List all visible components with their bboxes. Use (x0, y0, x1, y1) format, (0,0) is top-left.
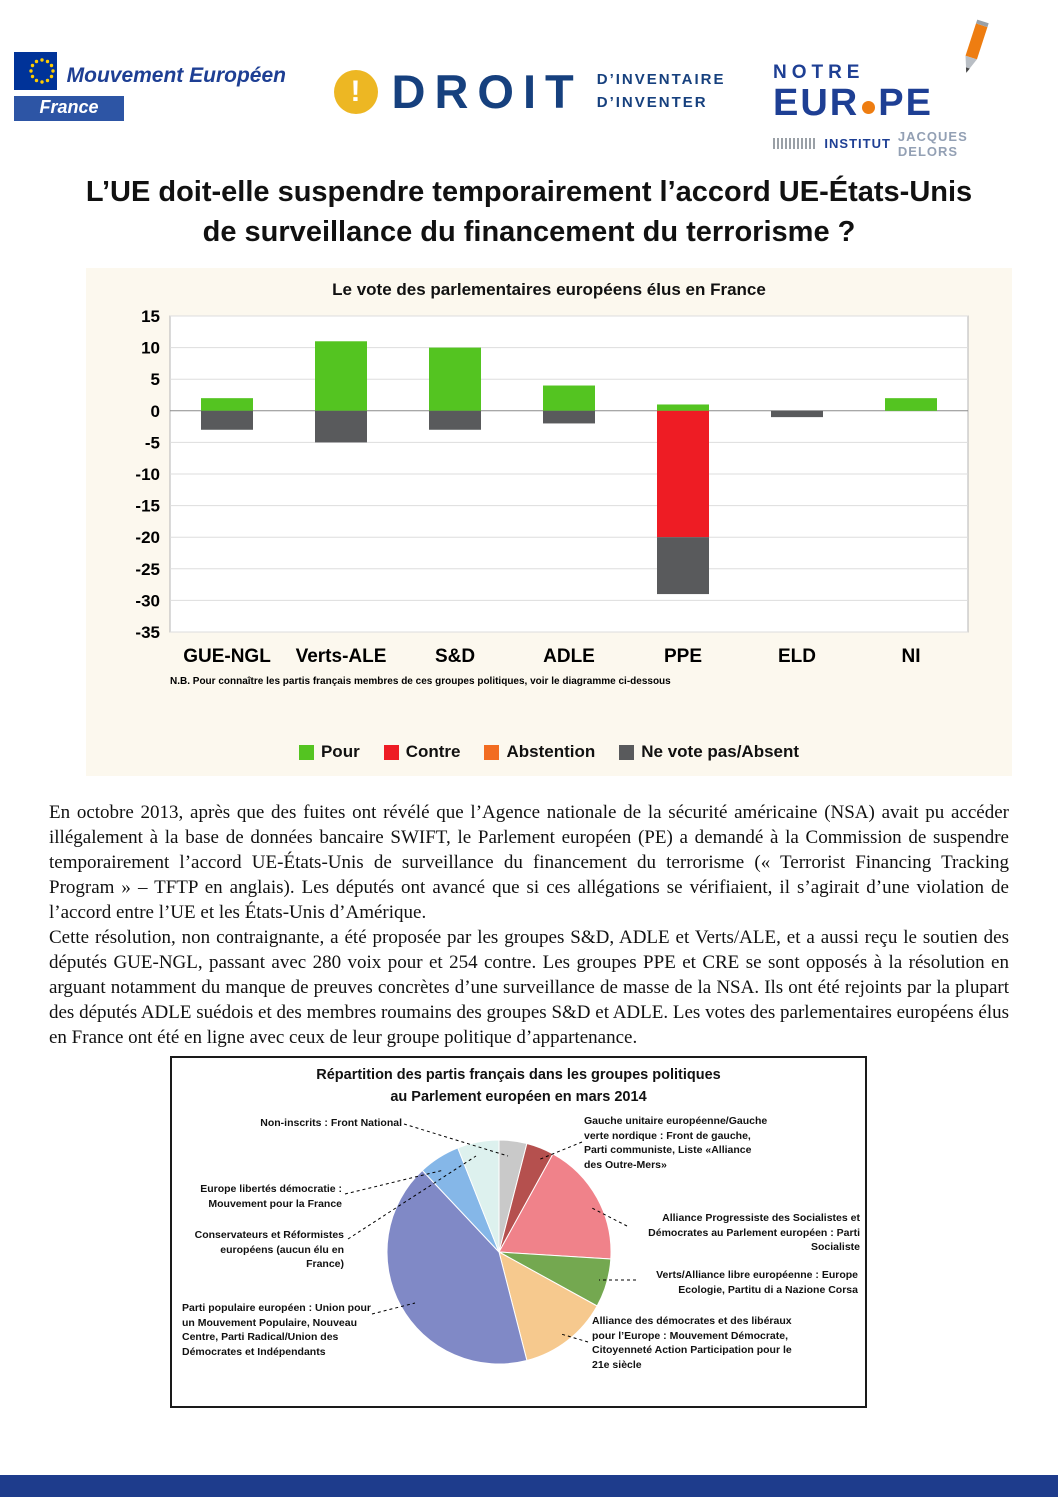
bar-legend (86, 742, 1012, 762)
legend-label: Ne vote pas/Absent (641, 742, 800, 762)
y-tick-label: -15 (135, 496, 160, 516)
pie-title-line2: au Parlement européen en mars 2014 (390, 1088, 647, 1105)
y-tick-label: -30 (135, 591, 160, 611)
logo-droit-inventaire (334, 65, 726, 118)
bar-segment (885, 398, 937, 411)
eu-flag-icon (14, 52, 57, 90)
x-category-label: Verts-ALE (295, 646, 387, 668)
bar-segment (429, 411, 481, 430)
orange-dot-icon (862, 101, 875, 114)
bar-segment (315, 411, 367, 443)
pie-label-cre: Conservateurs et Réformistes européens (aucun élu en France) (194, 1229, 344, 1271)
legend-swatch-icon (299, 745, 314, 760)
y-tick-label: -25 (135, 559, 160, 579)
y-tick-label: 5 (150, 370, 160, 390)
y-tick-label: 0 (150, 401, 160, 421)
footer-bar (0, 1475, 1058, 1497)
pencil-icon (954, 18, 994, 80)
legend-swatch-icon (384, 745, 399, 760)
pie-title-line1: Répartition des partis français dans les groupes politiques (316, 1067, 721, 1084)
bar-segment (201, 398, 253, 411)
pie-label-ppe: Parti populaire européen : Union pour un Mouvement Populaire, Nouveau Centre, Parti Radical/Union des Démocrates et Indépendants (182, 1302, 372, 1359)
y-tick-label: -35 (135, 623, 160, 643)
logo-mouvement-name: Mouvement Européen (66, 64, 286, 87)
bar-segment (657, 411, 709, 537)
legend-item (619, 742, 799, 762)
y-tick-label: -5 (144, 433, 160, 453)
bar-segment (771, 411, 823, 417)
pie-label-eld: Europe libertés démocratie : Mouvement pour la France (200, 1183, 342, 1210)
exclamation-icon: ! (334, 70, 378, 114)
legend-item (299, 742, 360, 762)
x-category-label: NI (901, 646, 921, 668)
x-category-label: GUE-NGL (183, 646, 271, 668)
pie-label-adle: Alliance des démocrates et des libéraux pour l’Europe : Mouvement Démocrate, Citoyenneté Action Participation pour le 21e siècle (592, 1315, 792, 1372)
logo-droit-word: DROIT (391, 65, 583, 118)
body-text (49, 800, 1009, 1050)
logo-notre-europe (773, 52, 1028, 159)
paragraph-2: Cette résolution, non contraignante, a été proposée par les groupes S&D, ADLE et Verts/ALE, et a aussi reçu le soutien des députés GUE-NGL, passant avec 280 voix pour et 254 contre. Les groupes PPE et CRE se sont opposés à la résolution en arguant notamment du manque de preuves concrètes d’une surveillance de masse de la NSA. Ils ont été rejoints par la plupart des députés ADLE suédois et des membres roumains des groupes S&D et ADLE. Les votes des parlementaires européens élus en France ont été en ligne avec ceux de leur groupe politique d’appartenance. (49, 927, 1009, 1049)
logo-mouvement-country: France (14, 96, 124, 121)
pie-chart-box (170, 1056, 867, 1408)
logo-ne-jacques-delors: JACQUES DELORS (897, 128, 968, 159)
paragraph-1: En octobre 2013, après que des fuites ont révélé que l’Agence nationale de la sécurité américaine (NSA) avait pu accéder illégalement à la base de données bancaire SWIFT, le Parlement européen (PE) a demandé à la Commission de suspendre temporairement l’accord UE-États-Unis de surveillance du financement du terrorisme (« Terrorist Financing Tracking Program » – TFTP en anglais). Les députés ont avancé que si ces allégations se vérifiaient, il s’agirait d’une violation de l’accord entre l’UE et les États-Unis d’Amérique. (49, 802, 1009, 924)
legend-label: Contre (405, 742, 461, 762)
bar-chart-section (86, 268, 1012, 776)
y-tick-label: -10 (135, 465, 160, 485)
logo-droit-sub1: D’INVENTAIRE (596, 71, 726, 88)
logo-ne-europe (773, 84, 1028, 124)
bar-segment (201, 411, 253, 430)
legend-swatch-icon (619, 745, 634, 760)
bar-segment (543, 386, 595, 411)
legend-item (484, 742, 595, 762)
x-category-label: ELD (778, 646, 816, 668)
y-tick-label: -20 (135, 528, 160, 548)
x-category-label: ADLE (543, 646, 595, 668)
logo-droit-sub2: D’INVENTER (596, 93, 708, 111)
y-tick-label: 15 (141, 307, 160, 327)
logo-ne-institut: INSTITUT (824, 136, 891, 152)
pie-label-verts-ale: Verts/Alliance libre européenne : Europe Ecologie, Partitu di a Nazione Corsa (656, 1269, 858, 1296)
page-title (0, 172, 1058, 252)
pie-label-gue-ngl: Gauche unitaire européenne/Gauche verte nordique : Front de gauche, Parti communiste, Liste «Alliance des Outre-Mers» (584, 1115, 768, 1172)
legend-swatch-icon (484, 745, 499, 760)
bar-segment (315, 341, 367, 411)
pie-label-sd: Alliance Progressiste des Socialistes et Démocrates au Parlement européen : Parti Socialiste (648, 1212, 860, 1254)
legend-label: Pour (320, 742, 360, 762)
logo-mouvement-europeen (14, 52, 286, 121)
pie-slices (387, 1140, 611, 1364)
legend-item (384, 742, 461, 762)
bar-segment (657, 537, 709, 594)
pie-label-non-inscrits: Non-inscrits : Front National (260, 1117, 402, 1130)
logo-ne-pe: PE (878, 82, 933, 124)
logo-ne-eur: EUR (772, 82, 860, 124)
legend-label: Abstention (506, 742, 596, 762)
bar-chart-svg (102, 302, 982, 732)
y-tick-label: 10 (141, 338, 160, 358)
x-category-label: S&D (434, 646, 476, 668)
logo-ne-notre: NOTRE (772, 62, 865, 83)
x-category-label: PPE (663, 646, 703, 668)
bar-segment (657, 405, 709, 411)
page-title-line2: de surveillance du financement du terrorisme ? (202, 216, 856, 249)
bar-chart-title: Le vote des parlementaires européens élus en France (332, 280, 766, 300)
bar-segment (429, 348, 481, 411)
page-header (0, 0, 1058, 159)
chart-note: N.B. Pour connaître les partis français membres de ces groupes politiques, voir le diagramme ci-dessous (170, 676, 671, 688)
pie-chart-title (172, 1065, 865, 1109)
bar-segment (543, 411, 595, 424)
page-title-line1: L’UE doit-elle suspendre temporairement l’accord UE-États-Unis (85, 176, 973, 208)
barcode-icon (773, 138, 817, 149)
